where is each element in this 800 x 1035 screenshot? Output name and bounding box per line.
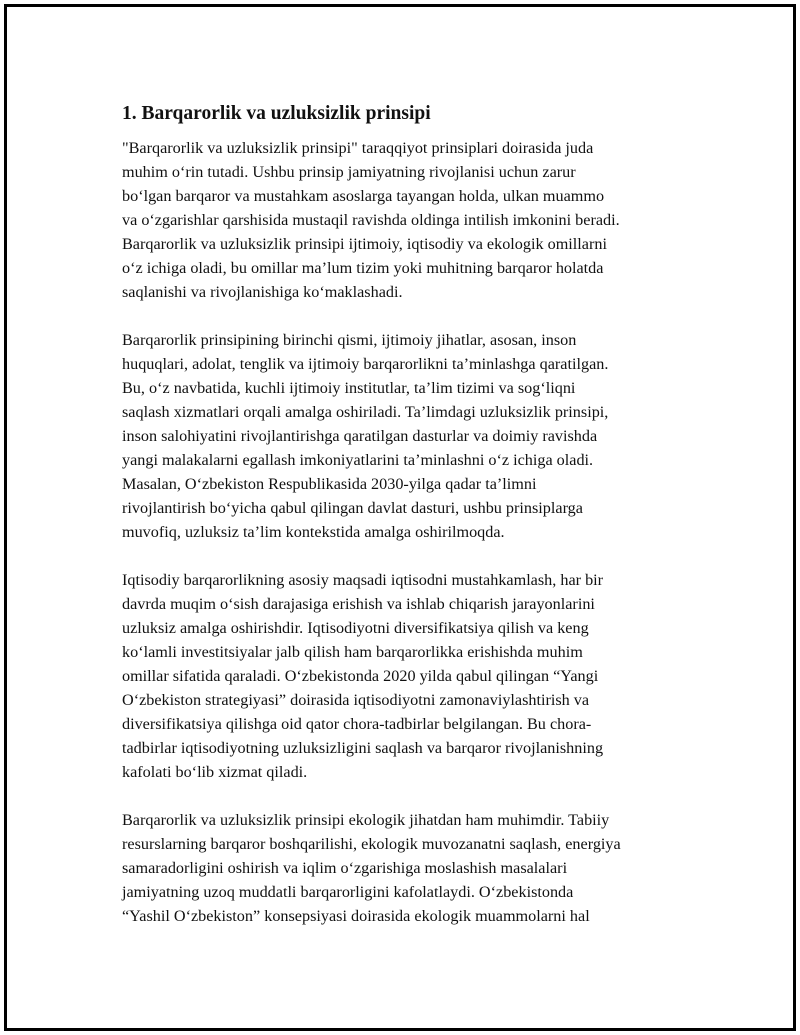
text-line: resurslarning barqaror boshqarilishi, ekologik muvozanatni saqlash, energiya <box>122 835 621 853</box>
text-line: "Barqarorlik va uzluksizlik prinsipi" taraqqiyot prinsiplari doirasida juda <box>122 139 594 157</box>
section-heading: 1. Barqarorlik va uzluksizlik prinsipi <box>122 103 431 124</box>
text-line: saqlash xizmatlari orqali amalga oshiriladi. Taʼlimdagi uzluksizlik prinsipi, <box>122 403 609 421</box>
paragraph-intro <box>122 136 702 304</box>
paragraph-social <box>122 328 702 544</box>
text-line: rivojlantirish boʻyicha qabul qilingan davlat dasturi, ushbu prinsiplarga <box>122 499 583 517</box>
text-line: Barqarorlik prinsipining birinchi qismi, ijtimoiy jihatlar, asosan, inson <box>122 331 577 349</box>
text-line: muhim oʻrin tutadi. Ushbu prinsip jamiyatning rivojlanisi uchun zarur <box>122 163 576 181</box>
text-line: yangi malakalarni egallash imkoniyatlarini taʼminlashni oʻz ichiga oladi. <box>122 451 594 469</box>
text-line: muvofiq, uzluksiz taʼlim kontekstida amalga oshirilmoqda. <box>122 523 505 541</box>
text-line: omillar sifatida qaraladi. Oʻzbekistonda 2020 yilda qabul qilingan “Yangi <box>122 667 599 685</box>
text-line: jamiyatning uzoq muddatli barqarorligini kafolatlaydi. Oʻzbekistonda <box>122 883 574 901</box>
text-line: diversifikatsiya qilishga oid qator chora-tadbirlar belgilangan. Bu chora- <box>122 715 592 733</box>
text-line: huquqlari, adolat, tenglik va ijtimoiy barqarorlikni taʼminlashga qaratilgan. <box>122 355 609 373</box>
text-line: davrda muqim oʻsish darajasiga erishish va ishlab chiqarish jarayonlarini <box>122 595 595 613</box>
text-line: tadbirlar iqtisodiyotning uzluksizligini saqlash va barqaror rivojlanishning <box>122 739 604 757</box>
text-line: saqlanishi va rivojlanishiga koʻmaklashadi. <box>122 283 403 301</box>
text-line: boʻlgan barqaror va mustahkam asoslarga tayangan holda, ulkan muammo <box>122 187 605 205</box>
document-body <box>122 102 702 952</box>
text-line: Barqarorlik va uzluksizlik prinsipi ijtimoiy, iqtisodiy va ekologik omillarni <box>122 235 607 253</box>
paragraph-ecological <box>122 808 702 928</box>
text-line: Iqtisodiy barqarorlikning asosiy maqsadi iqtisodni mustahkamlash, har bir <box>122 571 604 589</box>
text-line: “Yashil Oʻzbekiston” konsepsiyasi doirasida ekologik muammolarni hal <box>122 907 590 925</box>
text-line: oʻz ichiga oladi, bu omillar maʼlum tizim yoki muhitning barqaror holatda <box>122 259 604 277</box>
text-line: samaradorligini oshirish va iqlim oʻzgarishiga moslashish masalalari <box>122 859 568 877</box>
text-line: uzluksiz amalga oshirishdir. Iqtisodiyotni diversifikatsiya qilish va keng <box>122 619 589 637</box>
text-line: inson salohiyatini rivojlantirishga qaratilgan dasturlar va doimiy ravishda <box>122 427 598 445</box>
text-line: kafolati boʻlib xizmat qiladi. <box>122 763 308 781</box>
text-line: Masalan, Oʻzbekiston Respublikasida 2030-yilga qadar taʼlimni <box>122 475 537 493</box>
text-line: koʻlamli investitsiyalar jalb qilish ham barqarorlikka erishishda muhim <box>122 643 583 661</box>
paragraph-economic <box>122 568 702 784</box>
text-line: Bu, oʻz navbatida, kuchli ijtimoiy institutlar, taʼlim tizimi va sogʻliqni <box>122 379 576 397</box>
text-line: Oʻzbekiston strategiyasi” doirasida iqtisodiyotni zamonaviylashtirish va <box>122 691 590 709</box>
text-line: va oʻzgarishlar qarshisida mustaqil ravishda oldinga intilish imkonini beradi. <box>122 211 620 229</box>
page-frame <box>4 4 796 1031</box>
text-line: Barqarorlik va uzluksizlik prinsipi ekologik jihatdan ham muhimdir. Tabiiy <box>122 811 610 829</box>
